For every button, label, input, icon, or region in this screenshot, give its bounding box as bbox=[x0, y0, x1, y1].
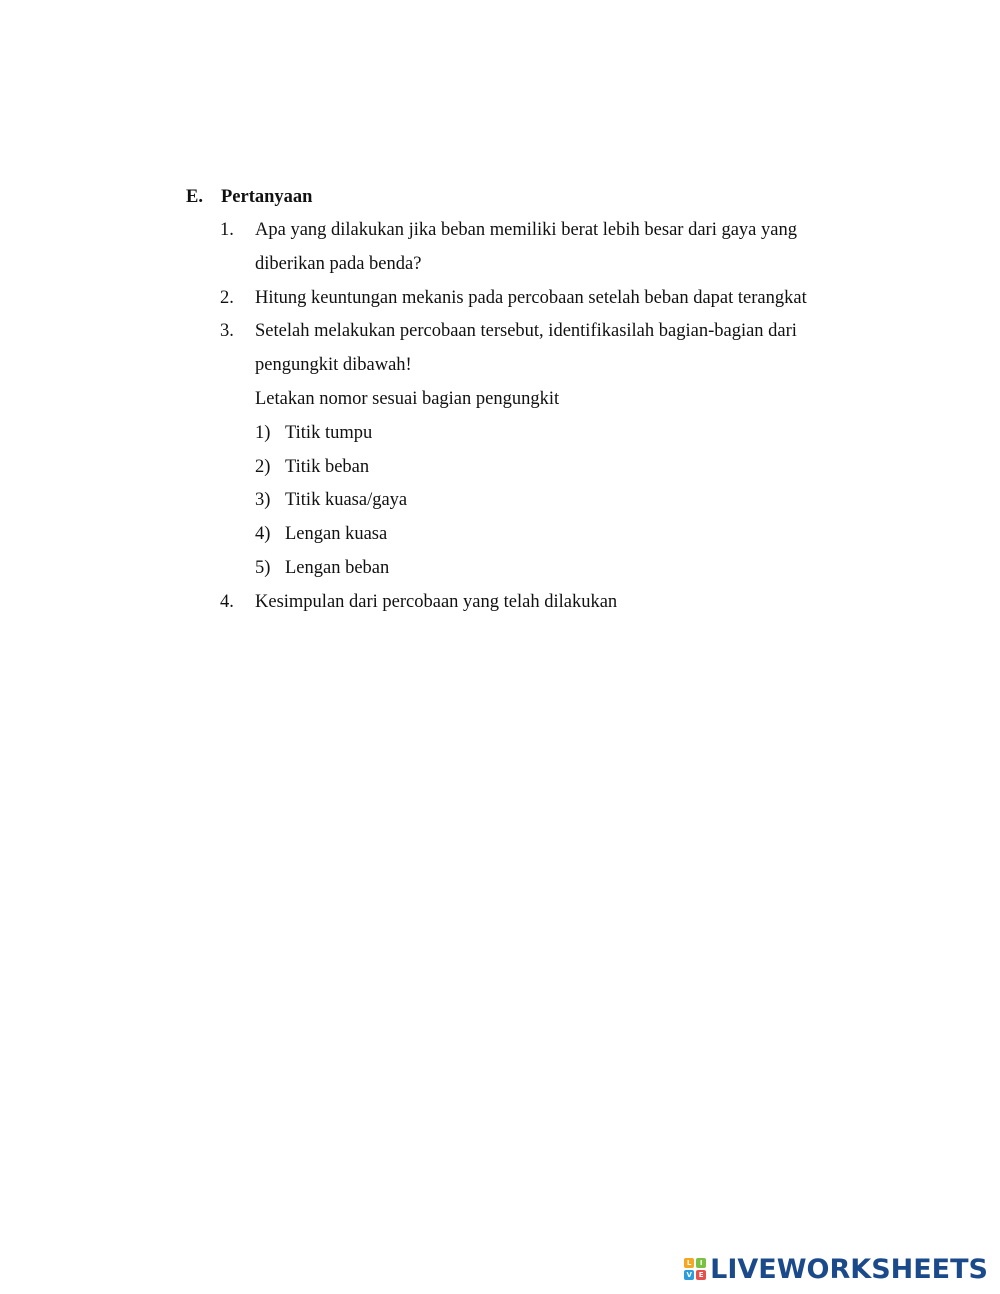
question-text-line: diberikan pada benda? bbox=[255, 253, 422, 274]
section-heading bbox=[186, 184, 886, 214]
question-item bbox=[186, 214, 886, 282]
question-text-line: pengungkit dibawah! bbox=[255, 355, 412, 376]
question-item bbox=[186, 282, 886, 316]
liveworksheets-logo bbox=[684, 1252, 988, 1286]
question-item bbox=[186, 315, 886, 585]
lever-part-label: Lengan kuasa bbox=[285, 524, 388, 545]
lever-part-number: 4) bbox=[255, 524, 271, 545]
question-number: 4. bbox=[220, 591, 234, 612]
lever-part-item bbox=[255, 552, 886, 586]
logo-mark-cell: V bbox=[684, 1270, 694, 1280]
logo-mark-cell: L bbox=[684, 1258, 694, 1268]
questions-section bbox=[186, 184, 886, 620]
question-text-line: Apa yang dilakukan jika beban memiliki berat lebih besar dari gaya yang bbox=[255, 220, 797, 240]
lever-parts-list bbox=[255, 417, 886, 586]
question-number: 1. bbox=[220, 220, 234, 240]
lever-part-label: Lengan beban bbox=[285, 557, 390, 578]
section-letter: E. bbox=[186, 187, 203, 207]
question-text-line: Letakan nomor sesuai bagian pengungkit bbox=[255, 388, 560, 409]
question-text-line: Setelah melakukan percobaan tersebut, identifikasilah bagian-bagian dari bbox=[255, 321, 797, 342]
lever-part-label: Titik tumpu bbox=[285, 422, 373, 443]
lever-part-number: 2) bbox=[255, 456, 271, 477]
lever-part-item bbox=[255, 451, 886, 485]
logo-mark-cell: I bbox=[696, 1258, 706, 1268]
question-list bbox=[186, 214, 886, 620]
question-item bbox=[186, 586, 886, 620]
lever-part-item bbox=[255, 417, 886, 451]
question-number: 3. bbox=[220, 321, 234, 342]
lever-part-number: 3) bbox=[255, 490, 271, 511]
liveworksheets-logo-icon bbox=[684, 1258, 706, 1280]
lever-part-label: Titik beban bbox=[285, 456, 370, 477]
logo-mark-cell: E bbox=[696, 1270, 706, 1280]
logo-text: LIVEWORKSHEETS bbox=[710, 1253, 988, 1285]
section-title: Pertanyaan bbox=[221, 187, 313, 207]
question-text-line: Hitung keuntungan mekanis pada percobaan setelah beban dapat terangkat bbox=[255, 287, 807, 308]
lever-part-label: Titik kuasa/gaya bbox=[285, 490, 408, 511]
question-text-line: Kesimpulan dari percobaan yang telah dilakukan bbox=[255, 591, 618, 612]
lever-part-item bbox=[255, 518, 886, 552]
question-number: 2. bbox=[220, 287, 234, 308]
lever-part-number: 5) bbox=[255, 557, 271, 578]
lever-part-number: 1) bbox=[255, 422, 271, 443]
lever-part-item bbox=[255, 484, 886, 518]
